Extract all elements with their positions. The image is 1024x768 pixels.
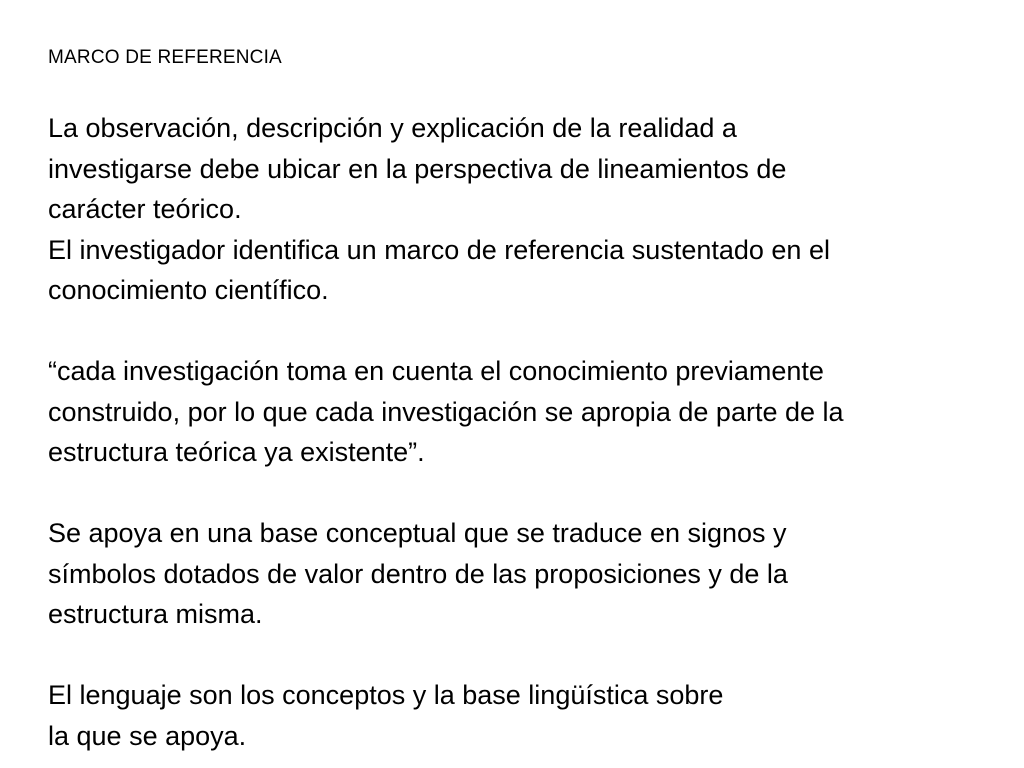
body-line: conocimiento científico. [48, 275, 329, 305]
paragraph-spacer [48, 473, 998, 514]
body-line: El lenguaje son los conceptos y la base lingüística sobre [48, 680, 724, 710]
body-line: La observación, descripción y explicación de la realidad a [48, 113, 737, 143]
slide-body [48, 108, 998, 756]
body-line: carácter teórico. [48, 194, 242, 224]
body-line: El investigador identifica un marco de referencia sustentado en el [48, 234, 830, 265]
quote-line: “cada investigación toma en cuenta el conocimiento previamente [48, 356, 824, 386]
quote-line: estructura teórica ya existente”. [48, 437, 425, 467]
quote-line: construido, por lo que cada investigación se apropia de parte de la [48, 396, 844, 427]
body-line: estructura misma. [48, 599, 263, 629]
paragraph-spacer [48, 311, 998, 352]
paragraph-spacer [48, 635, 998, 676]
body-line: Se apoya en una base conceptual que se traduce en signos y [48, 518, 787, 548]
body-line: investigarse debe ubicar en la perspectiva de lineamientos de [48, 153, 787, 184]
slide-title: MARCO DE REFERENCIA [48, 47, 282, 68]
body-line: la que se apoya. [48, 720, 247, 751]
body-line: símbolos dotados de valor dentro de las proposiciones y de la [48, 558, 788, 589]
